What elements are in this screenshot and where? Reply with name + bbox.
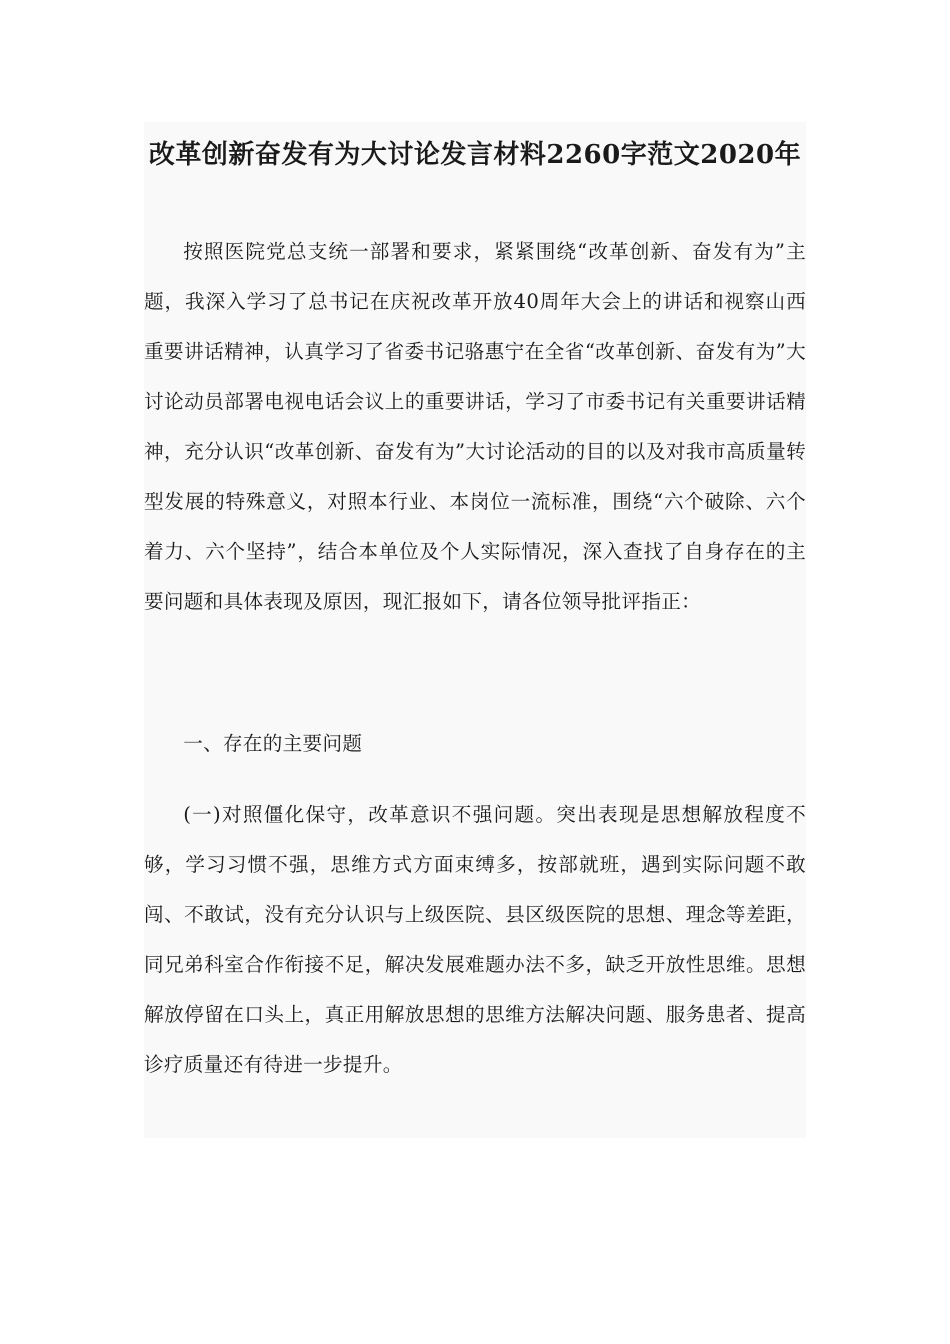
document-title: 改革创新奋发有为大讨论发言材料2260字范文2020年 (148, 140, 802, 170)
document-body (144, 122, 806, 1138)
problem-paragraph: (一)对照僵化保守，改革意识不强问题。突出表现是思想解放程度不够，学习习惯不强，思维方式方面束缚多，按部就班，遇到实际问题不敢闯、不敢试，没有充分认识与上级医院、县区级医院的思想、理念等差距，同兄弟科室合作衔接不足，解决发展难题办法不多，缺乏开放性思维。思想解放停留在口头上，真正用解放思想的思维方法解决问题、服务患者、提高诊疗质量还有待进一步提升。 (144, 803, 806, 1076)
intro-paragraph: 按照医院党总支统一部署和要求，紧紧围绕“改革创新、奋发有为”主题，我深入学习了总书记在庆祝改革开放40周年大会上的讲话和视察山西重要讲话精神，认真学习了省委书记骆惠宁在全省“改革创新、奋发有为”大讨论动员部署电视电话会议上的重要讲话，学习了市委书记有关重要讲话精神，充分认识“改革创新、奋发有为”大讨论活动的目的以及对我市高质量转型发展的特殊意义，对照本行业、本岗位一流标准，围绕“六个破除、六个着力、六个坚持”，结合本单位及个人实际情况，深入查找了自身存在的主要问题和具体表现及原因，现汇报如下，请各位领导批评指正： (144, 240, 806, 613)
section-heading: 一、存在的主要问题 (183, 732, 363, 755)
